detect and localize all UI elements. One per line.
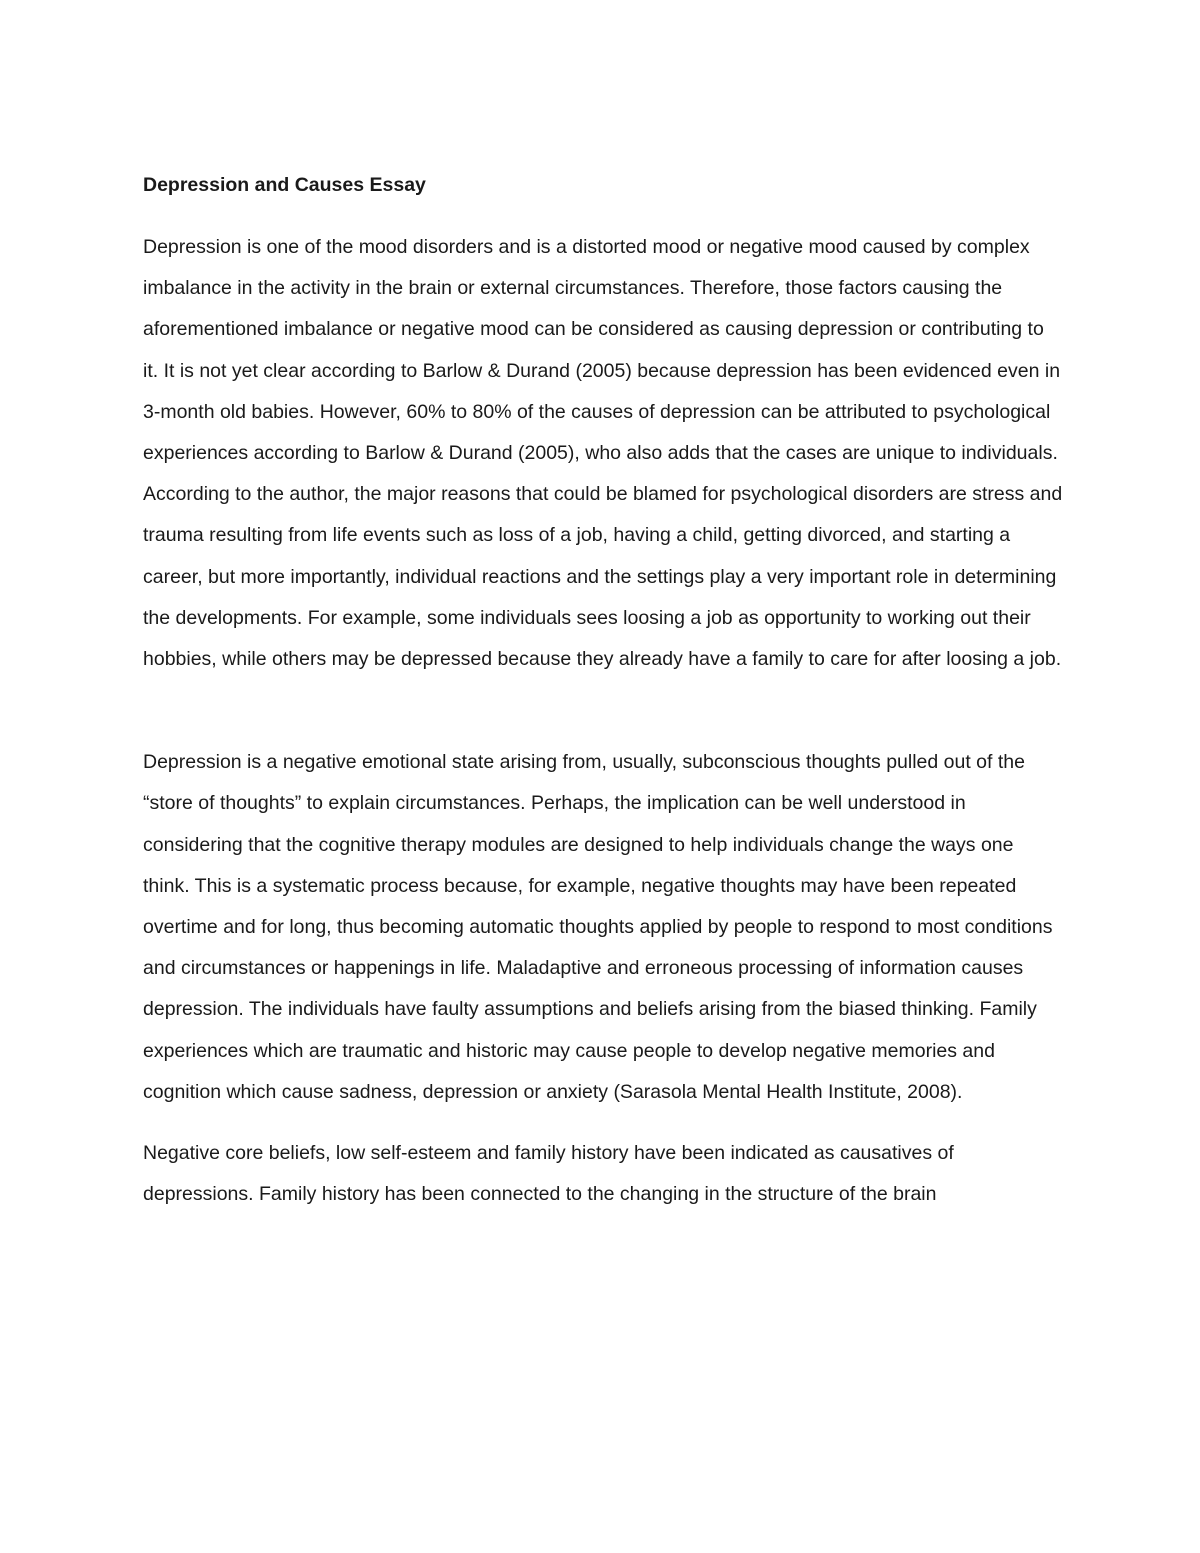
paragraph-3: Negative core beliefs, low self-esteem and family history have been indicated as causatives of depressions. Family history has been connected to the changing in the structure of the brain [143,1142,954,1206]
document-title: Depression and Causes Essay [143,174,426,196]
paragraph-2: Depression is a negative emotional state arising from, usually, subconscious thoughts pulled out of the “store of thoughts” to explain circumstances. Perhaps, the implication can be well understood in considering that the cognitive therapy modules are designed to help individuals change the ways one think. This is a systematic process because, for example, negative thoughts may have been repeated overtime and for long, thus becoming automatic thoughts applied by people to respond to most conditions and circumstances or happenings in life. Maladaptive and erroneous processing of information causes depression. The individuals have faulty assumptions and beliefs arising from the biased thinking. Family experiences which are traumatic and historic may cause people to develop negative memories and cognition which cause sadness, depression or anxiety (Sarasola Mental Health Institute, 2008). [143,751,1053,1103]
document-body [143,168,1063,1215]
paragraph-1: Depression is one of the mood disorders and is a distorted mood or negative mood caused by complex imbalance in the activity in the brain or external circumstances. Therefore, those factors causing the aforementioned imbalance or negative mood can be considered as causing depression or contributing to it. It is not yet clear according to Barlow & Durand (2005) because depression has been evidenced even in 3-month old babies. However, 60% to 80% of the causes of depression can be attributed to psychological experiences according to Barlow & Durand (2005), who also adds that the cases are unique to individuals. According to the author, the major reasons that could be blamed for psychological disorders are stress and trauma resulting from life events such as loss of a job, having a child, getting divorced, and starting a career, but more importantly, individual reactions and the settings play a very important role in determining the developments. For example, some individuals sees loosing a job as opportunity to working out their hobbies, while others may be depressed because they already have a family to care for after loosing a job. [143,236,1063,671]
